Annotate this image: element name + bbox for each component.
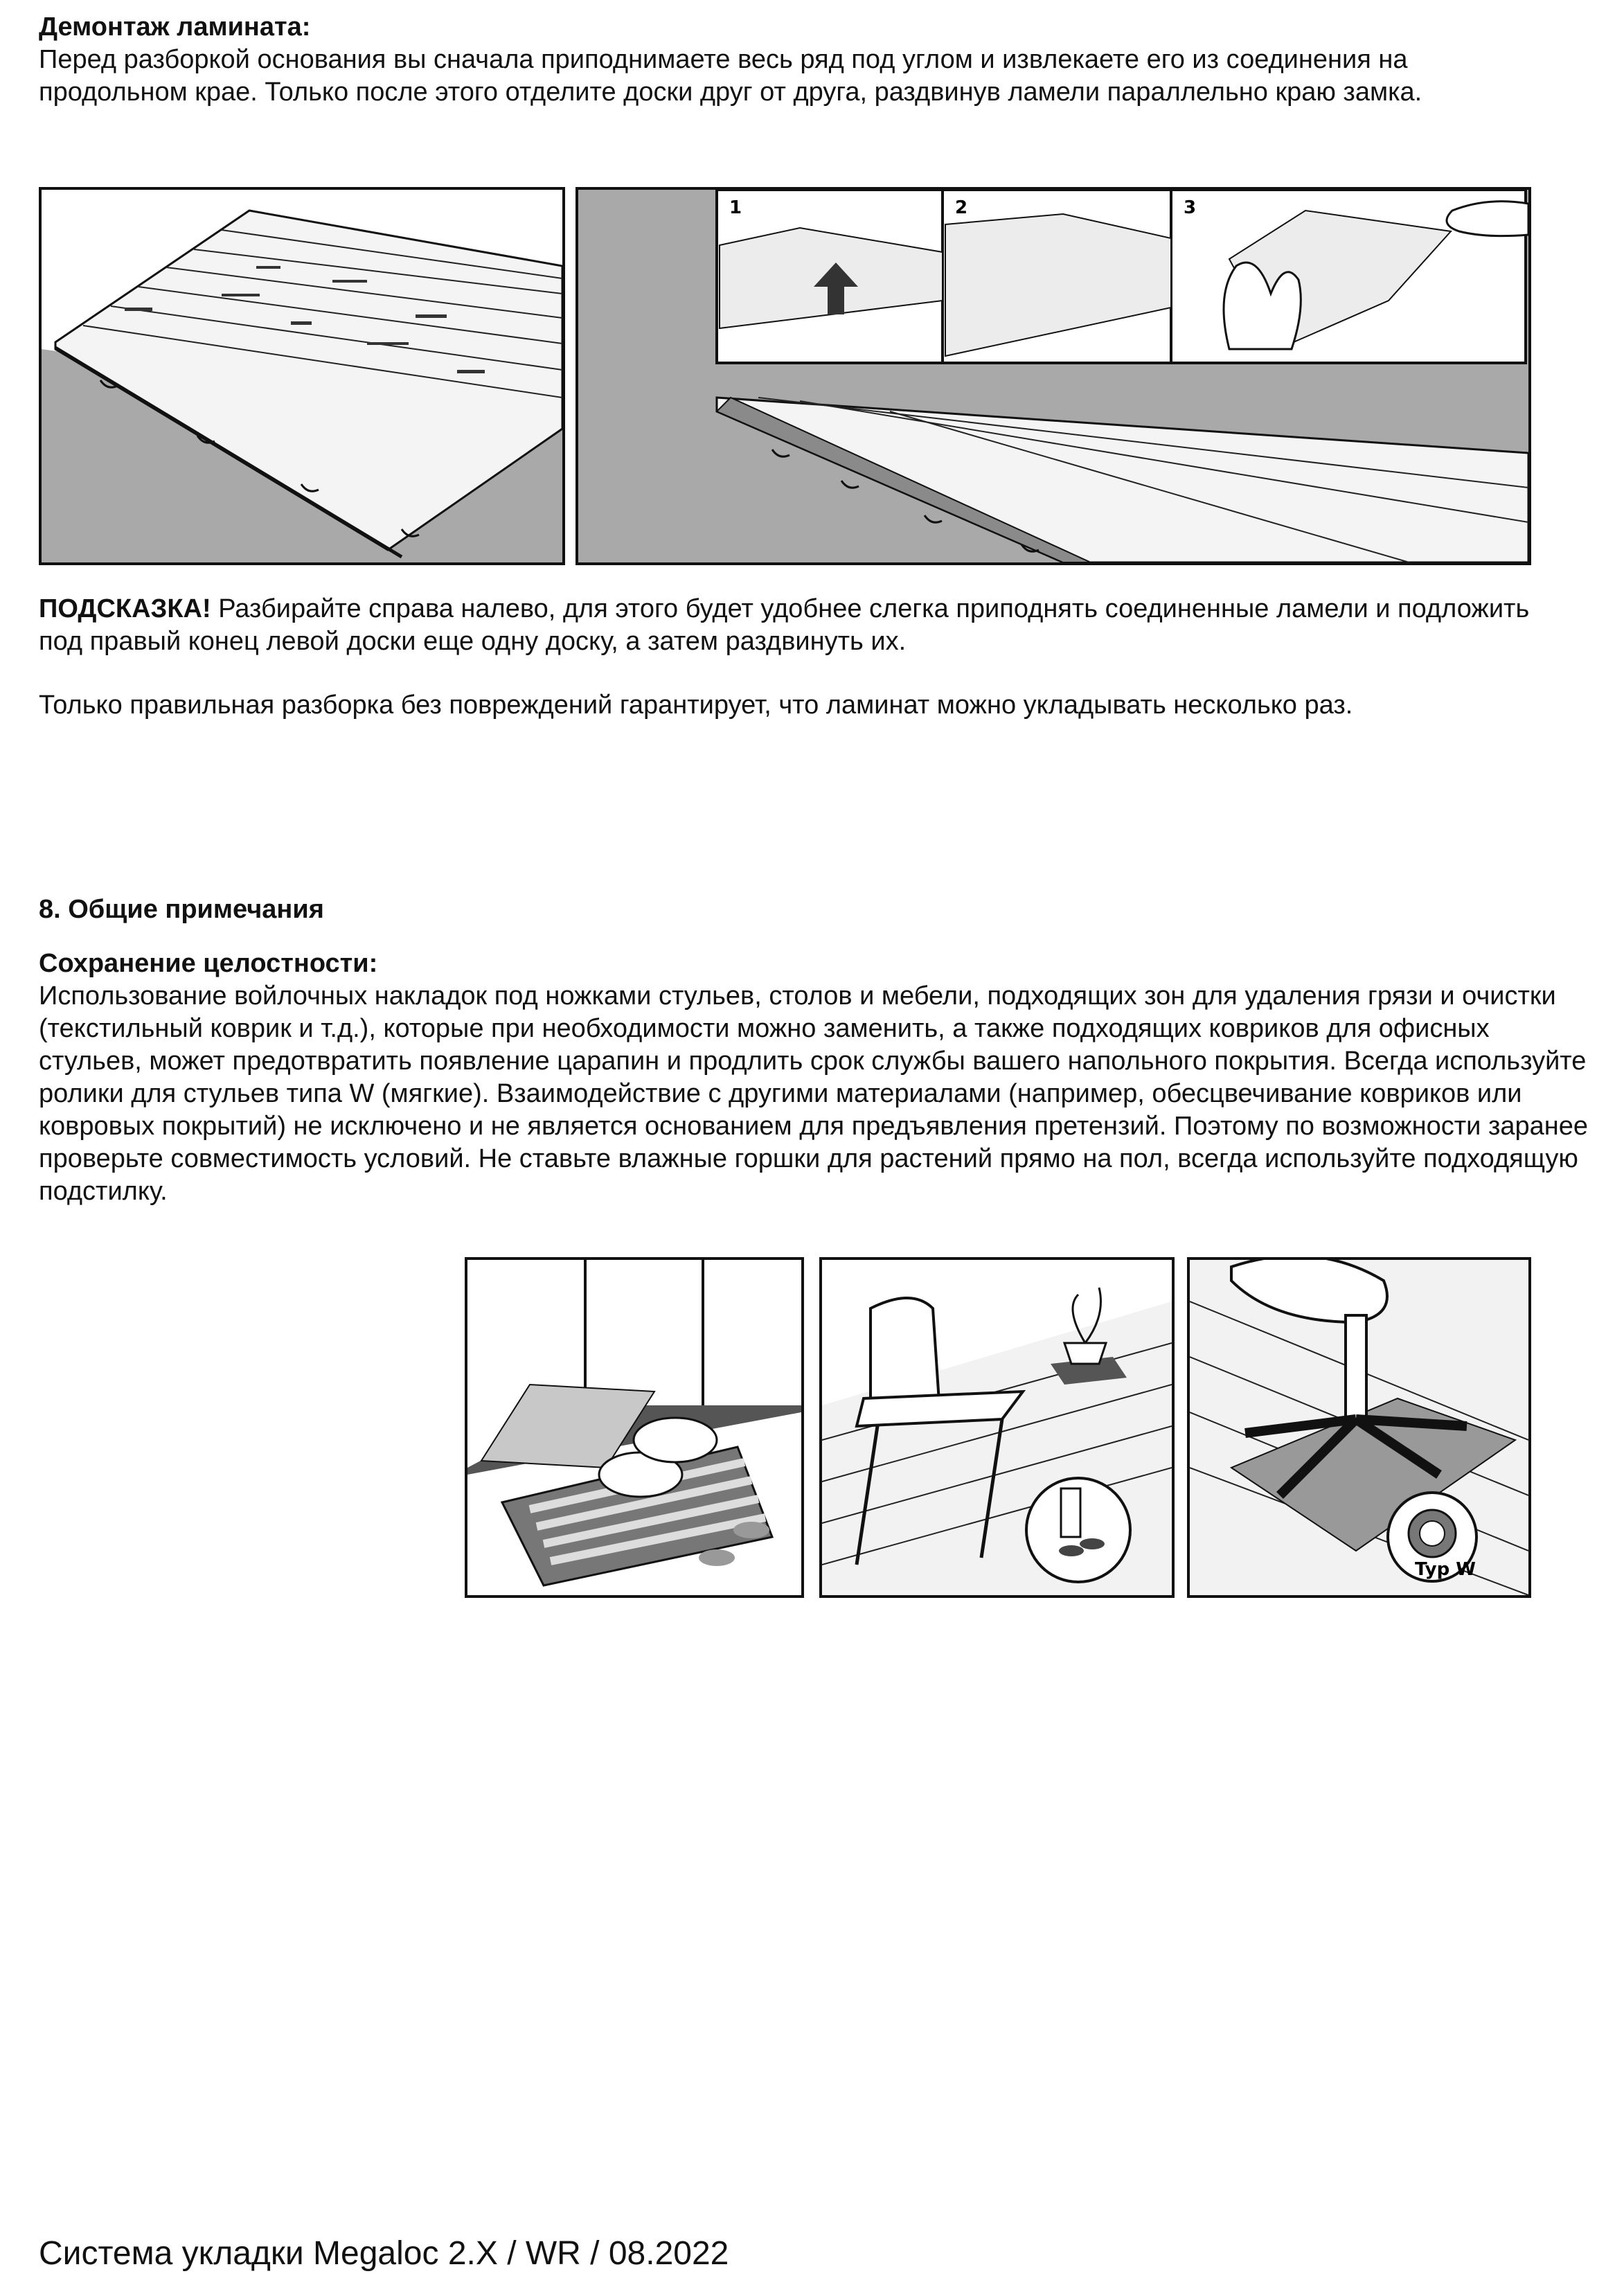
step-label-3: 3 <box>1184 197 1197 218</box>
integrity-subheading: Сохранение целостности: <box>39 949 378 978</box>
disassembly-heading: Демонтаж ламината: <box>39 12 311 42</box>
caster-type-label: Typ W <box>1415 1559 1476 1580</box>
tip-text: Разбирайте справа налево, для этого будет удобнее слегка приподнять соединенные ламели и подложить под правый конец левой доски еще одну доску, а затем раздвинуть их. <box>39 594 1530 656</box>
document-footer: Система укладки Megaloc 2.X / WR / 08.2022 <box>39 2235 729 2272</box>
figure-doormat <box>465 1257 804 1598</box>
figure-office-chair-caster <box>1187 1257 1531 1598</box>
tip-label: ПОДСКАЗКА! <box>39 594 211 623</box>
figure-chair-felt <box>819 1257 1175 1598</box>
general-notes-heading: 8. Общие примечания <box>39 895 324 924</box>
integrity-note: Только правильная разборка без повреждений гарантирует, что ламинат можно укладывать несколько раз. <box>39 691 1353 720</box>
figure-floor-lift <box>39 187 565 565</box>
tip-paragraph <box>39 593 1562 658</box>
disassembly-body: Перед разборкой основания вы сначала приподнимаете весь ряд под углом и извлекаете его из соединения на продольном крае. Только после этого отделите доски друг от друга, раздвинув ламели параллельно краю замка. <box>39 45 1422 107</box>
step-label-1: 1 <box>729 197 742 218</box>
step-label-2: 2 <box>955 197 968 218</box>
figure-steps <box>575 187 1531 565</box>
integrity-body: Использование войлочных накладок под ножками стульев, столов и мебели, подходящих зон для удаления грязи и очистки (текстильный коврик и т.д.), которые при необходимости можно заменить, а также подходящих ковриков для офисных стульев, может предотвратить появление царапин и продлить срок службы вашего напольного покрытия. Всегда используйте ролики для стульев типа W (мягкие). Взаимодействие с другими материалами (например, обесцвечивание ковриков или ковровых покрытий) не исключено и не является основанием для предъявления претензий. Поэтому по возможности заранее проверьте совместимость условий. Не ставьте влажные горшки для растений прямо на пол, всегда используйте подходящую подстилку. <box>39 981 1589 1206</box>
